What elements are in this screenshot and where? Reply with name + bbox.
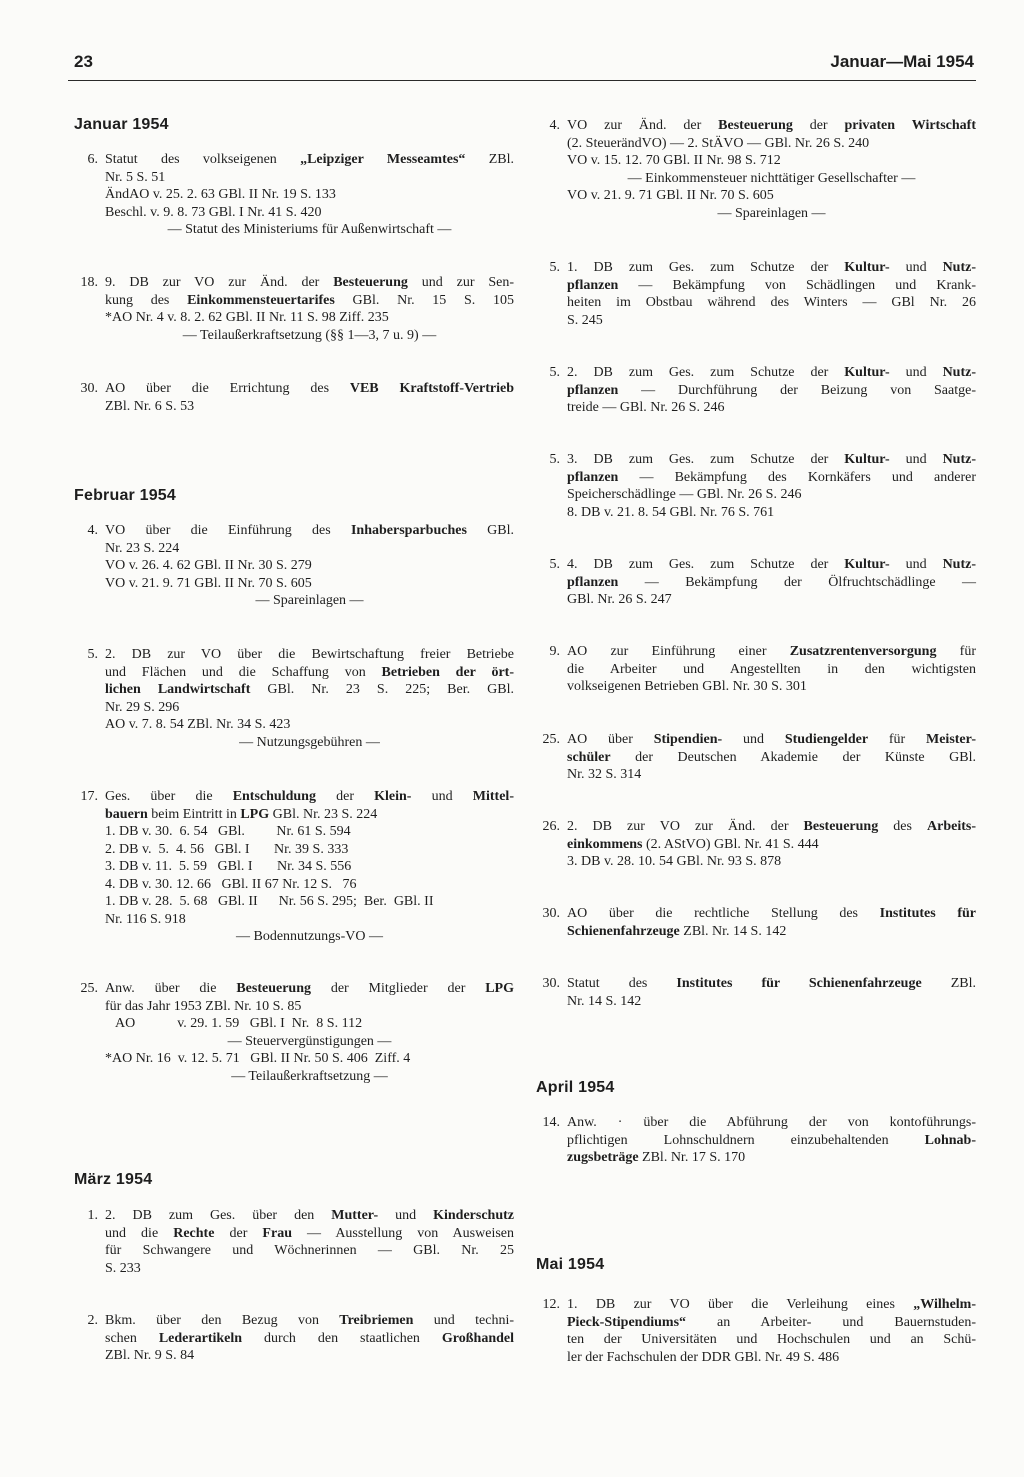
entry-line: (2. SteuerändVO) — 2. StÄVO — GBl. Nr. 26 S. 240 <box>567 135 870 151</box>
entry-number: 5. <box>549 365 560 380</box>
section-title-februar: Februar 1954 <box>74 487 177 504</box>
list-item <box>536 905 976 940</box>
entry-number: 2. <box>87 1313 98 1328</box>
list-item <box>74 151 514 239</box>
entry-number: 4. <box>87 523 98 538</box>
list-item <box>74 380 514 415</box>
entry-line: pflichtigen Lohnschuldnern einzubehaltenden Lohnab- <box>567 1132 976 1148</box>
entry-line: und die Rechte der Frau — Ausstellung von Ausweisen <box>105 1225 514 1241</box>
entry-line: Pieck-Stipendiums“ an Arbeiter- und Bauernstuden- <box>567 1314 976 1330</box>
entry-number: 1. <box>87 1208 98 1223</box>
entry-line: VO v. 26. 4. 62 GBl. II Nr. 30 S. 279 <box>105 558 312 573</box>
entry-line: 3. DB v. 11. 5. 59 GBl. I Nr. 34 S. 556 <box>105 859 352 874</box>
list-item <box>536 1114 976 1167</box>
section-title-januar: Januar 1954 <box>74 116 169 133</box>
list-item <box>74 274 514 344</box>
entry-line: — Spareinlagen — <box>717 205 826 221</box>
entry-line: — Steuervergünstigungen — <box>227 1033 392 1049</box>
entry-line: schüler der Deutschen Akademie der Künste GBl. <box>567 749 976 765</box>
entry-line: 4. DB v. 30. 12. 66 GBl. II 67 Nr. 12 S. 76 <box>105 876 357 892</box>
list-item <box>74 788 514 946</box>
entry-line: 3. DB zum Ges. zum Schutze der Kultur- und Nutz- <box>567 452 976 467</box>
entry-line: Nr. 14 S. 142 <box>567 993 642 1009</box>
entry-line: ler der Fachschulen der DDR GBl. Nr. 49 S. 486 <box>567 1349 840 1365</box>
entry-line: AO über die rechtliche Stellung des Institutes für <box>567 906 976 921</box>
entry-line: 2. DB zum Ges. über den Mutter- und Kinderschutz <box>105 1208 514 1223</box>
entry-number: 25. <box>542 732 560 747</box>
entry-line: — Statut des Ministeriums für Außenwirtschaft — <box>167 222 452 237</box>
list-item <box>536 259 976 329</box>
entry-line: Speicherschädlinge — GBl. Nr. 26 S. 246 <box>567 487 802 502</box>
entry-number: 4. <box>549 118 560 133</box>
list-item <box>536 364 976 417</box>
entry-number: 18. <box>80 275 98 290</box>
section-title-mai: Mai 1954 <box>536 1256 605 1273</box>
entry-line: Anw. über die Besteuerung der Mitglieder der LPG <box>105 981 514 996</box>
entry-line: AO v. 29. 1. 59 GBl. I Nr. 8 S. 112 <box>115 1016 363 1031</box>
entry-line: lichen Landwirtschaft GBl. Nr. 23 S. 225; Ber. GBl. <box>105 682 514 697</box>
entry-line: schen Lederartikeln durch den staatlichen Großhandel <box>105 1330 514 1346</box>
entry-line: 9. DB zur VO zur Änd. der Besteuerung und zur Sen- <box>105 275 515 290</box>
entry-line: AO über Stipendien- und Studiengelder für Meister- <box>567 732 976 747</box>
entry-line: VO zur Änd. der Besteuerung der privaten Wirtschaft <box>567 118 976 133</box>
entry-line: pflanzen — Durchführung der Beizung von Saatge- <box>567 382 976 398</box>
entry-line: Statut des Institutes für Schienenfahrzeuge ZBl. <box>567 976 976 991</box>
entry-line: Anw. · über die Abführung der von kontoführungs- <box>567 1115 976 1130</box>
entry-line: zugsbeträge ZBl. Nr. 17 S. 170 <box>567 1150 746 1165</box>
entry-line: Nr. 32 S. 314 <box>567 767 642 782</box>
entry-number: 5. <box>549 452 560 467</box>
entry-line: kung des Einkommensteuertarifes GBl. Nr. 15 S. 105 <box>105 292 514 308</box>
entry-line: volkseigenen Betrieben GBl. Nr. 30 S. 301 <box>567 679 807 694</box>
entry-line: ZBl. Nr. 9 S. 84 <box>105 1348 195 1363</box>
section-title-maerz: März 1954 <box>74 1171 153 1188</box>
list-item <box>536 818 976 871</box>
list-item <box>536 1296 976 1366</box>
entry-line: 3. DB v. 28. 10. 54 GBl. Nr. 93 S. 878 <box>567 854 782 869</box>
list-item <box>536 731 976 784</box>
entry-line: — Bodennutzungs-VO — <box>236 929 383 944</box>
entry-line: 1. DB zur VO über die Verleihung eines „Wilhelm- <box>567 1297 976 1312</box>
entry-line: pflanzen — Bekämpfung der Ölfruchtschädlinge — <box>567 574 976 590</box>
entry-line: AO zur Einführung einer Zusatzrentenversorgung für <box>567 644 976 659</box>
entry-line: AO über die Errichtung des VEB Kraftstoff-Vertrieb <box>105 381 514 396</box>
entry-line: VO v. 21. 9. 71 GBl. II Nr. 70 S. 605 <box>567 188 774 203</box>
list-item <box>74 980 514 1085</box>
list-item <box>536 451 976 521</box>
entry-line: Schienenfahrzeuge ZBl. Nr. 14 S. 142 <box>567 923 787 939</box>
entry-number: 5. <box>549 260 560 275</box>
running-head: Januar—Mai 1954 <box>830 52 974 71</box>
entry-line: AO v. 7. 8. 54 ZBl. Nr. 34 S. 423 <box>105 717 291 732</box>
entry-line: — Spareinlagen — <box>255 593 364 608</box>
entry-line: 4. DB zum Ges. zum Schutze der Kultur- und Nutz- <box>567 557 976 572</box>
entry-line: 8. DB v. 21. 8. 54 GBl. Nr. 76 S. 761 <box>567 504 775 520</box>
entry-line: pflanzen — Bekämpfung von Schädlingen und Krank- <box>567 277 976 293</box>
list-item <box>536 643 976 696</box>
entry-line: ÄndAO v. 25. 2. 63 GBl. II Nr. 19 S. 133 <box>105 187 336 202</box>
entry-line: GBl. Nr. 26 S. 247 <box>567 592 672 607</box>
entry-line: die Arbeiter und Angestellten in den wichtigsten <box>567 661 976 677</box>
entry-number: 6. <box>87 152 98 167</box>
entry-line: S. 245 <box>567 312 603 328</box>
entry-number: 30. <box>542 976 560 991</box>
entry-line: Nr. 29 S. 296 <box>105 699 180 715</box>
list-item <box>536 556 976 609</box>
entry-line: für Schwangere und Wöchnerinnen — GBl. Nr. 25 <box>105 1243 514 1258</box>
entry-line: für das Jahr 1953 ZBl. Nr. 10 S. 85 <box>105 998 302 1014</box>
entry-line: 1. DB zum Ges. zum Schutze der Kultur- und Nutz- <box>567 260 976 275</box>
entry-line: 2. DB v. 5. 4. 56 GBl. I Nr. 39 S. 333 <box>105 841 349 857</box>
entry-line: 2. DB zur VO über die Bewirtschaftung freier Betriebe <box>105 647 514 662</box>
entry-line: treide — GBl. Nr. 26 S. 246 <box>567 400 725 415</box>
list-item <box>536 117 976 222</box>
list-item <box>74 522 514 610</box>
entry-line: 1. DB v. 30. 6. 54 GBl. Nr. 61 S. 594 <box>105 824 351 839</box>
entry-number: 25. <box>80 981 98 996</box>
entry-line: 2. DB zum Ges. zum Schutze der Kultur- und Nutz- <box>567 365 976 380</box>
list-item <box>74 1207 514 1277</box>
entry-line: Nr. 5 S. 51 <box>105 169 166 185</box>
entry-number: 14. <box>542 1115 560 1130</box>
entry-line: Nr. 23 S. 224 <box>105 540 180 556</box>
entry-line: Beschl. v. 9. 8. 73 GBl. I Nr. 41 S. 420 <box>105 204 322 220</box>
entry-line: VO v. 21. 9. 71 GBl. II Nr. 70 S. 605 <box>105 575 312 591</box>
entry-line: bauern beim Eintritt in LPG GBl. Nr. 23 S. 224 <box>105 806 378 822</box>
entry-number: 26. <box>542 819 560 834</box>
entry-line: einkommens (2. AStVO) GBl. Nr. 41 S. 444 <box>567 836 819 852</box>
entry-line: Ges. über die Entschuldung der Klein- und Mittel- <box>105 789 514 804</box>
header-rule <box>68 80 976 81</box>
entry-number: 30. <box>542 906 560 921</box>
entry-line: *AO Nr. 4 v. 8. 2. 62 GBl. II Nr. 11 S. 98 Ziff. 235 <box>105 310 389 325</box>
entry-number: 5. <box>87 647 98 662</box>
entry-line: ten der Universitäten und Hochschulen und an Schü- <box>567 1332 976 1347</box>
entry-line: Nr. 116 S. 918 <box>105 911 186 927</box>
entry-number: 5. <box>549 557 560 572</box>
entry-line: — Einkommensteuer nichttätiger Gesellschafter — <box>627 170 916 186</box>
entry-line: S. 233 <box>105 1260 141 1276</box>
entry-line: — Teilaußerkraftsetzung — <box>231 1068 388 1084</box>
list-item <box>536 975 976 1010</box>
entry-line: 2. DB zur VO zur Änd. der Besteuerung des Arbeits- <box>567 819 976 834</box>
list-item <box>74 646 514 751</box>
entry-line: *AO Nr. 16 v. 12. 5. 71 GBl. II Nr. 50 S. 406 Ziff. 4 <box>105 1051 411 1066</box>
entry-number: 12. <box>542 1297 560 1312</box>
section-title-april: April 1954 <box>536 1079 615 1096</box>
entry-line: und Flächen und die Schaffung von Betrieben der ört- <box>105 664 514 680</box>
entry-line: 1. DB v. 28. 5. 68 GBl. II Nr. 56 S. 295; Ber. GBl. II <box>105 894 434 909</box>
entry-line: VO v. 15. 12. 70 GBl. II Nr. 98 S. 712 <box>567 153 781 168</box>
entry-line: pflanzen — Bekämpfung des Kornkäfers und anderer <box>567 469 976 485</box>
entry-number: 17. <box>80 789 98 804</box>
entry-number: 30. <box>80 381 98 396</box>
entry-line: Statut des volkseigenen „Leipziger Messeamtes“ ZBl. <box>105 152 514 167</box>
entry-number: 9. <box>549 644 560 659</box>
entry-line: ZBl. Nr. 6 S. 53 <box>105 398 195 414</box>
entry-line: — Nutzungsgebühren — <box>239 734 380 750</box>
entry-line: Bkm. über den Bezug von Treibriemen und techni- <box>105 1313 514 1328</box>
page-number: 23 <box>74 52 93 71</box>
list-item <box>74 1312 514 1365</box>
entry-line: VO über die Einführung des Inhabersparbuches GBl. <box>105 523 514 538</box>
entry-line: — Teilaußerkraftsetzung (§§ 1—3, 7 u. 9) — <box>182 327 437 343</box>
entry-line: heiten im Obstbau während des Winters — GBl Nr. 26 <box>567 295 976 310</box>
